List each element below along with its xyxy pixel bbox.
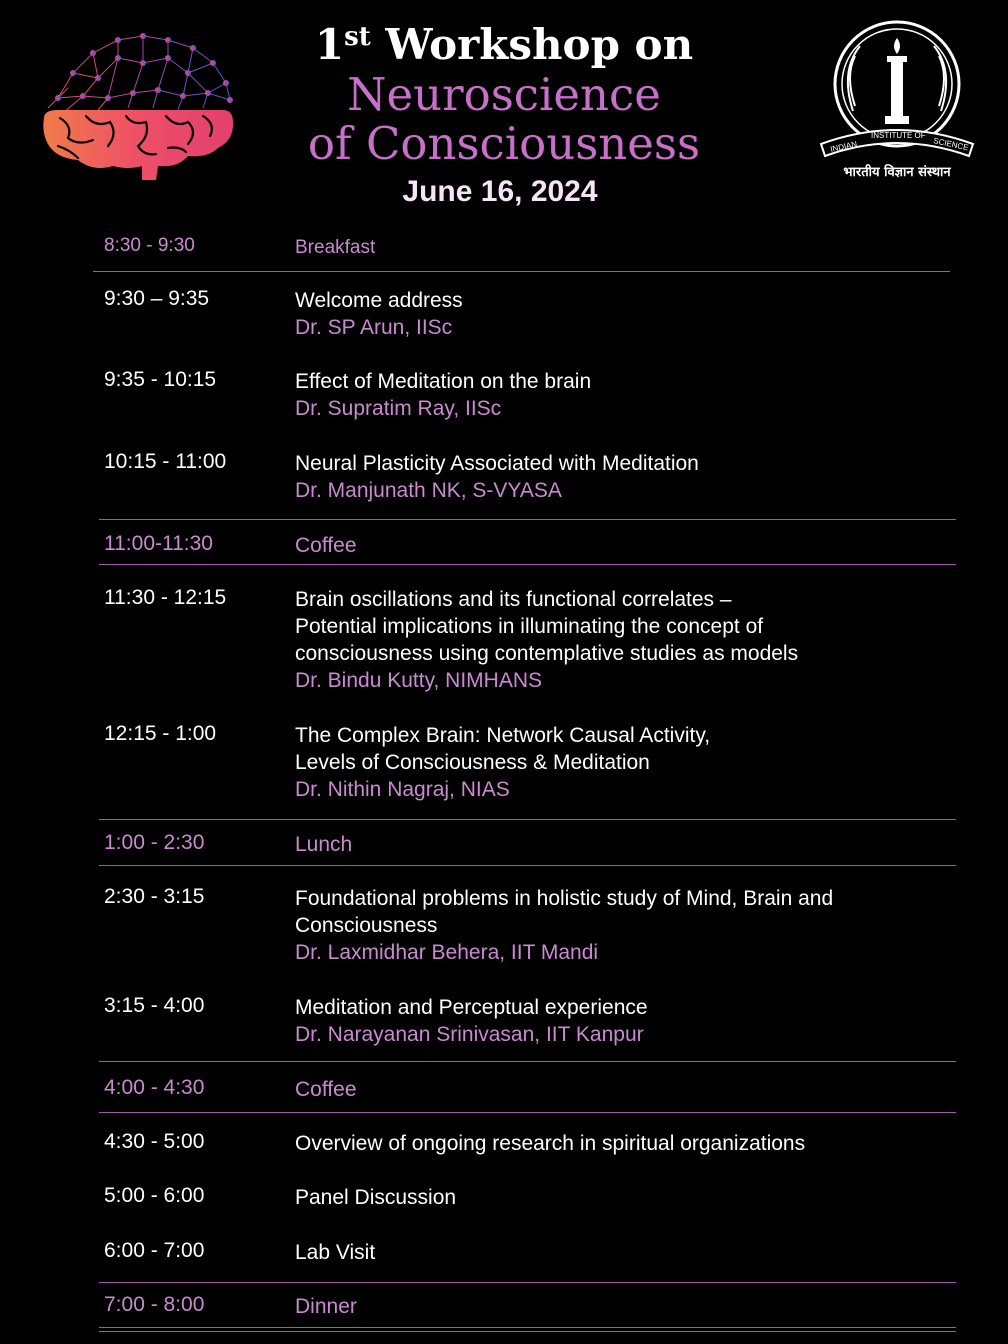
session-title-line: Brain oscillations and its functional correlates –: [295, 588, 732, 611]
session-title: Lab Visit: [295, 1241, 376, 1264]
session-speaker: Dr. SP Arun, IISc: [295, 316, 453, 339]
session-title: Lunch: [295, 833, 353, 856]
session-details: [295, 885, 833, 966]
session-title: Neural Plasticity Associated with Meditation: [295, 452, 699, 475]
separator-line: [99, 1061, 956, 1062]
session-title-line: Levels of Consciousness & Meditation: [295, 751, 650, 774]
session-details: [295, 722, 710, 803]
session-title: Coffee: [295, 1078, 357, 1101]
separator-line: [93, 271, 950, 272]
time-slot: 4:00 - 4:30: [104, 1076, 205, 1099]
session-title-line: The Complex Brain: Network Causal Activity,: [295, 724, 711, 747]
session-details: [295, 450, 699, 504]
separator-line: [99, 819, 956, 820]
workshop-title-line3: of Consciousness: [307, 117, 701, 170]
separator-line: [99, 865, 956, 866]
workshop-title-line2: Neuroscience: [347, 68, 661, 121]
time-slot: 5:00 - 6:00: [104, 1184, 205, 1207]
time-slot: 10:15 - 11:00: [104, 450, 227, 473]
separator-line: [99, 519, 956, 520]
separator-line: [99, 1327, 956, 1328]
separator-line: [99, 564, 956, 565]
separator-line: [99, 1282, 956, 1283]
session-title: Effect of Meditation on the brain: [295, 370, 592, 393]
separator-line: [99, 1112, 956, 1113]
ordinal-suffix: st: [344, 22, 371, 52]
session-title: Overview of ongoing research in spiritual organizations: [295, 1132, 806, 1155]
session-speaker: Dr. Nithin Nagraj, NIAS: [295, 778, 510, 801]
workshop-on-text: Workshop on: [370, 20, 694, 69]
time-slot: 2:30 - 3:15: [104, 885, 205, 908]
time-slot: 9:35 - 10:15: [104, 368, 217, 391]
session-details: [295, 994, 648, 1048]
session-details: [295, 368, 591, 422]
session-speaker: Dr. Narayanan Srinivasan, IIT Kanpur: [295, 1023, 644, 1046]
session-speaker: Dr. Supratim Ray, IISc: [295, 397, 502, 420]
time-slot: 9:30 – 9:35: [104, 287, 210, 310]
time-slot: 6:00 - 7:00: [104, 1239, 205, 1262]
workshop-date: June 16, 2024: [402, 175, 598, 208]
time-slot: 8:30 - 9:30: [104, 235, 195, 256]
time-slot: 3:15 - 4:00: [104, 994, 205, 1017]
time-slot: 11:00-11:30: [104, 532, 213, 555]
session-speaker: Dr. Manjunath NK, S-VYASA: [295, 479, 562, 502]
emblem-text-mid: INSTITUTE OF: [871, 131, 926, 140]
session-title: Dinner: [295, 1295, 357, 1318]
time-slot: 7:00 - 8:00: [104, 1293, 205, 1316]
emblem-text-hindi: भारतीय विज्ञान संस्थान: [843, 165, 951, 180]
separator-line: [99, 1331, 956, 1332]
session-title-line: Foundational problems in holistic study of Mind, Brain and: [295, 887, 834, 910]
session-title: Coffee: [295, 534, 357, 557]
session-title-line: Potential implications in illuminating the concept of: [295, 615, 764, 638]
session-details: [295, 287, 463, 341]
session-title-line: consciousness using contemplative studies as models: [295, 642, 799, 665]
emblem-text-left: INDIAN: [829, 139, 858, 154]
session-speaker: Dr. Laxmidhar Behera, IIT Mandi: [295, 941, 599, 964]
session-title: Welcome address: [295, 289, 463, 312]
time-slot: 12:15 - 1:00: [104, 722, 217, 745]
session-title: Meditation and Perceptual experience: [295, 996, 648, 1019]
time-slot: 11:30 - 12:15: [104, 586, 227, 609]
ordinal-number: 1: [314, 20, 345, 69]
time-slot: 4:30 - 5:00: [104, 1130, 205, 1153]
emblem-text-right: SCIENCE: [932, 136, 970, 153]
session-title: Panel Discussion: [295, 1186, 457, 1209]
session-title: Breakfast: [295, 237, 376, 258]
session-title-line: Consciousness: [295, 914, 438, 937]
time-slot: 1:00 - 2:30: [104, 831, 205, 854]
session-speaker: Dr. Bindu Kutty, NIMHANS: [295, 669, 543, 692]
session-details: [295, 586, 798, 694]
